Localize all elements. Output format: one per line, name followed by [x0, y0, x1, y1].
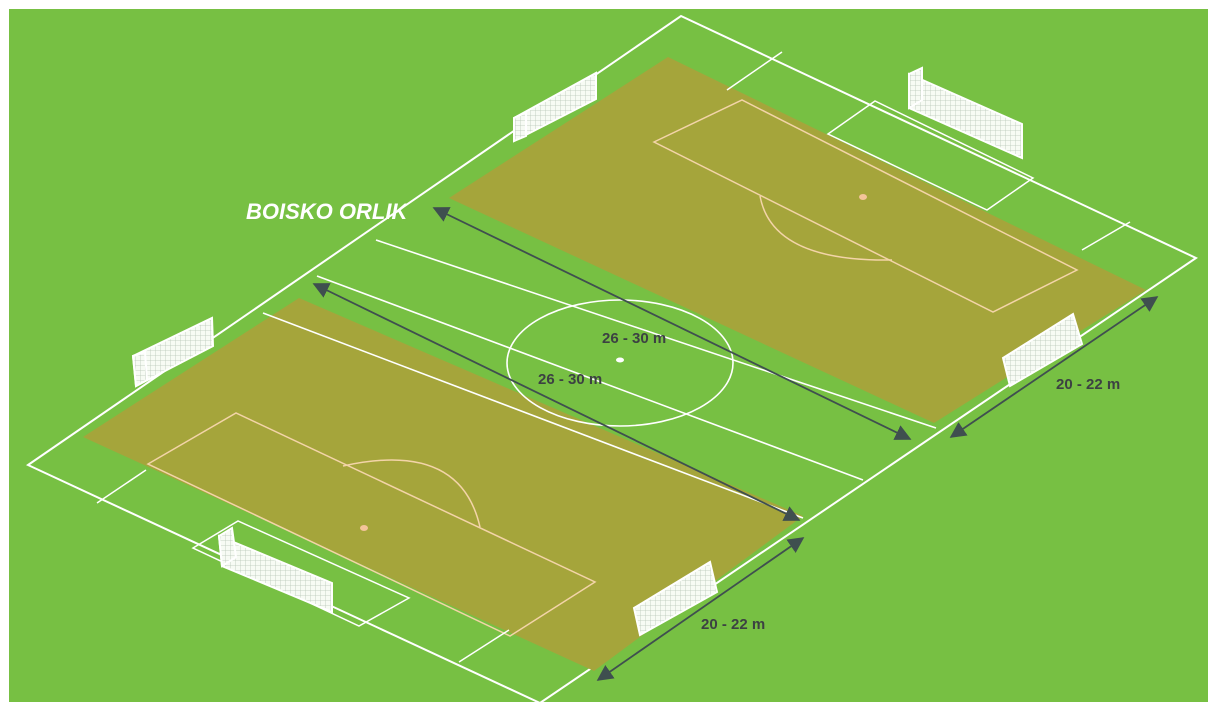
label-sub-field-width-b: 20 - 22 m: [701, 616, 766, 633]
diagram-title: BOISKO ORLIK: [246, 199, 408, 224]
label-sub-field-length-a: 26 - 30 m: [602, 330, 667, 347]
label-sub-field-width-a: 20 - 22 m: [1056, 376, 1121, 393]
center-spot: [616, 358, 624, 363]
lower-penalty-spot: [360, 525, 368, 531]
label-sub-field-length-b: 26 - 30 m: [538, 371, 603, 388]
upper-penalty-spot: [859, 194, 867, 200]
